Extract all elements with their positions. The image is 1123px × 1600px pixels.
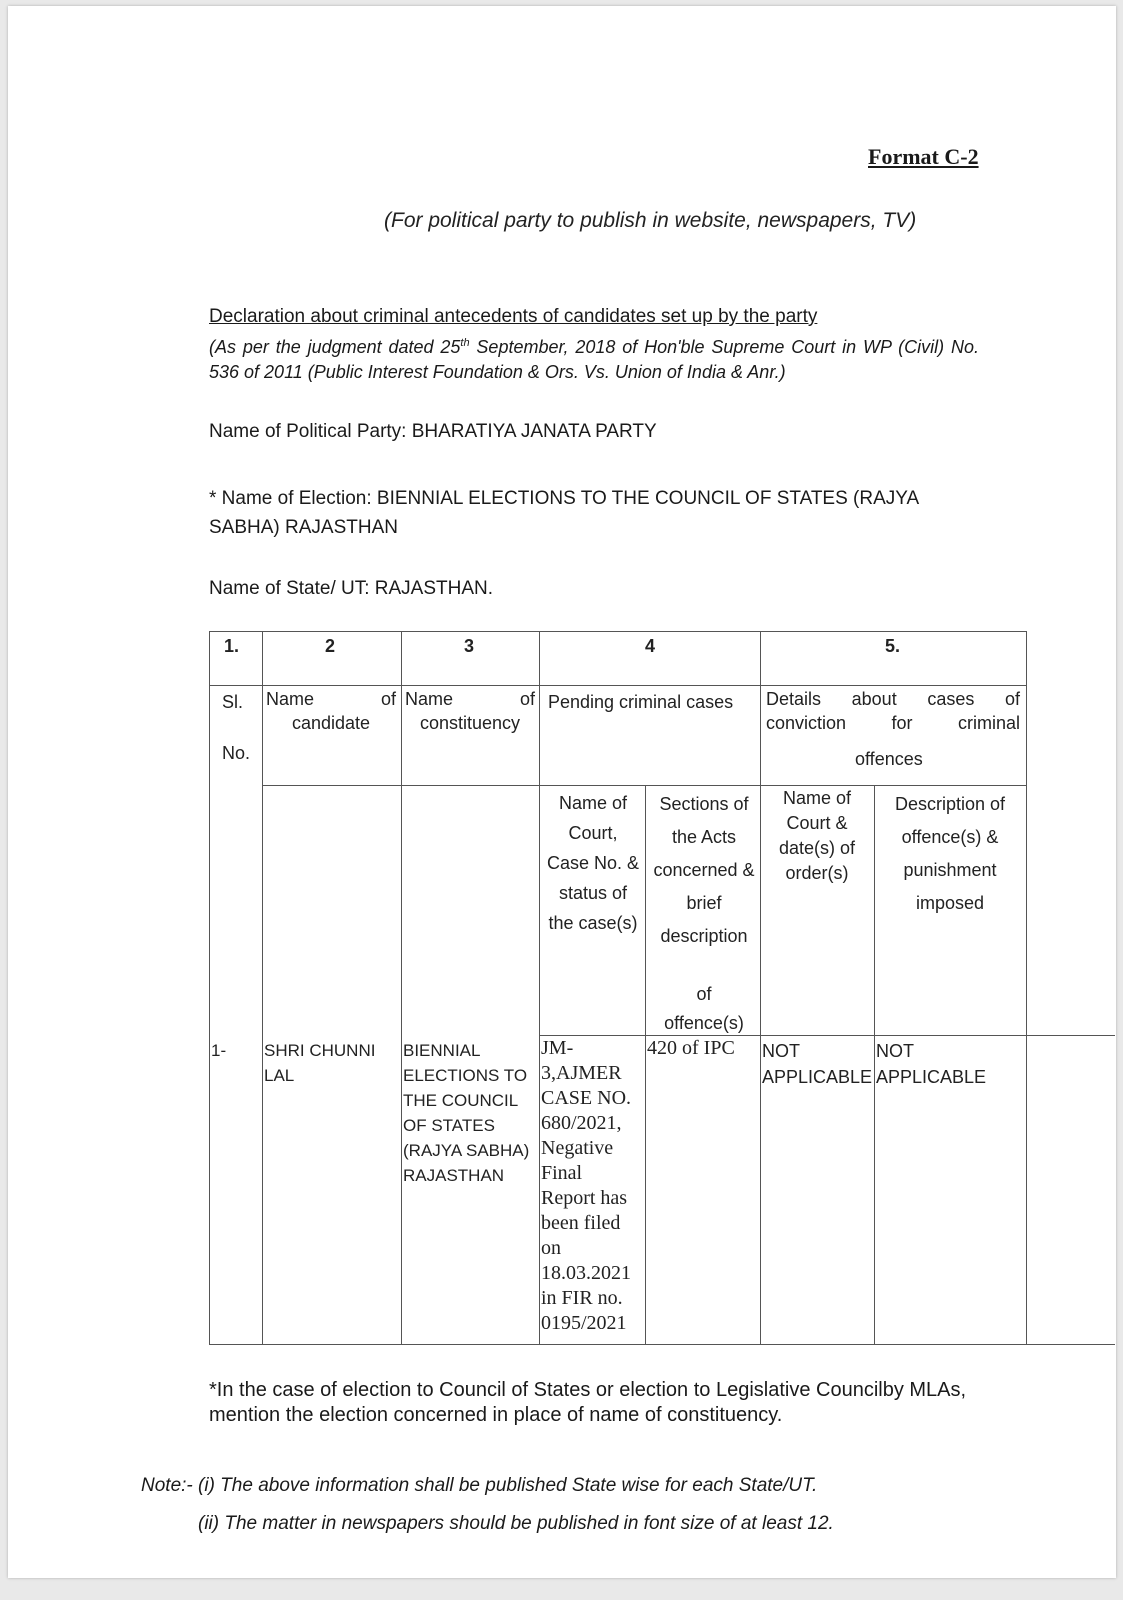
footnote: *In the case of election to Council of States or election to Legislative Councilby MLAs, mention the election concerned in place of name of constituency. — [209, 1379, 967, 1426]
election-name-field: * Name of Election: BIENNIAL ELECTIONS TO THE COUNCIL OF STATES (RAJYA SABHA) RAJASTHAN — [209, 488, 919, 538]
col-number-4: 4 — [645, 636, 656, 656]
col-number-1: 1. — [224, 636, 240, 656]
header-offences: offences — [855, 749, 923, 769]
header-candidate-name: Name of candidate — [266, 689, 396, 733]
declaration-heading: Declaration about criminal antecedents of candidates set up by the party — [209, 306, 818, 327]
row-sl: 1- — [211, 1041, 227, 1060]
row-conviction-court: NOT APPLICABLE — [762, 1041, 873, 1087]
row-constituency: BIENNIAL ELECTIONS TO THE COUNCIL OF STATES (RAJYA SABHA) RAJASTHAN — [403, 1041, 530, 1185]
header-pending-cases: Pending criminal cases — [548, 692, 734, 712]
header-sl: Sl. — [222, 692, 244, 712]
header-constituency: Name of constituency — [405, 689, 535, 733]
declaration-note: (As per the judgment dated 25th September, 2018 of Hon'ble Supreme Court in WP (Civil) No. 536 of 2011 (Public Interest Foundation & Ors. Vs. Union of India & Anr.) — [209, 337, 980, 382]
note-2: (ii) The matter in newspapers should be published in font size of at least 12. — [198, 1513, 834, 1534]
subheader-court-case: Name of Court, Case No. & status of the case(s) — [546, 793, 640, 933]
row-sections: 420 of IPC — [647, 1037, 735, 1059]
note-1: Note:- (i) The above information shall be published State wise for each State/UT. — [141, 1475, 818, 1496]
col-number-2: 2 — [325, 636, 336, 656]
col-number-3: 3 — [464, 636, 475, 656]
header-no: No. — [222, 743, 251, 763]
row-conviction-description: NOT APPLICABLE — [876, 1041, 987, 1087]
subheader-court-date: Name of Court & date(s) of order(s) — [778, 788, 856, 883]
subheader-description: Description of offence(s) & punishment imposed — [894, 794, 1006, 913]
party-name-field: Name of Political Party: BHARATIYA JANATA PARTY — [209, 421, 657, 442]
subtitle: (For political party to publish in website, newspapers, TV) — [384, 209, 917, 232]
row-court-case: JM-3,AJMER CASE NO. 680/2021, Negative Final Report has been filed on 18.03.2021 in FIR no. 0195/2021 — [541, 1037, 632, 1334]
header-conviction-details: Details about cases of conviction for criminal — [766, 689, 1020, 733]
state-name-field: Name of State/ UT: RAJASTHAN. — [209, 578, 494, 599]
col-number-5: 5. — [885, 636, 901, 656]
row-candidate: SHRI CHUNNI LAL — [264, 1041, 376, 1085]
subheader-of-offence: of offence(s) — [664, 984, 744, 1033]
format-title: Format C-2 — [868, 144, 979, 169]
subheader-sections: Sections of the Acts concerned & brief description — [653, 794, 755, 946]
